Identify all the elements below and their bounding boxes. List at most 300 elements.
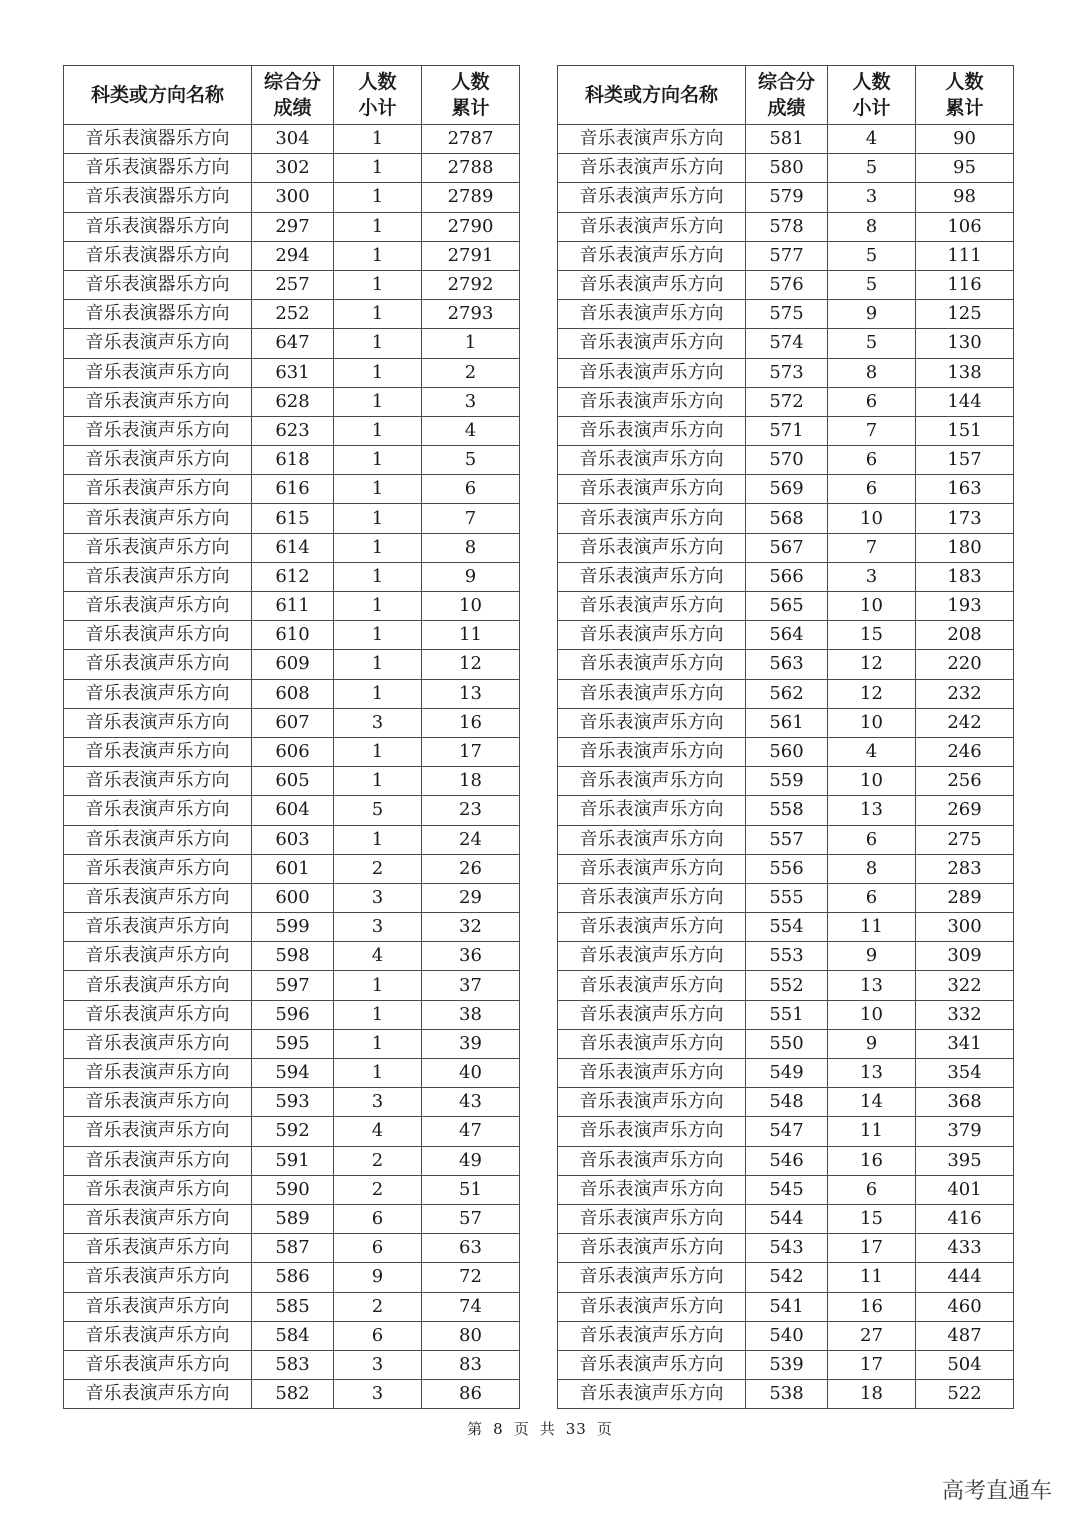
table-row: [64, 533, 520, 562]
table-row: [558, 650, 1014, 679]
cell-cumulative: 26: [422, 854, 520, 883]
cell-name: 音乐表演声乐方向: [64, 592, 252, 621]
table-body: [558, 125, 1014, 1409]
cell-score: 539: [746, 1350, 828, 1379]
cell-count: 10: [828, 767, 916, 796]
cell-count: 1: [334, 592, 422, 621]
cell-name: 音乐表演声乐方向: [64, 1029, 252, 1058]
cell-count: 3: [334, 1088, 422, 1117]
cell-count: 3: [334, 1380, 422, 1409]
table-row: [64, 913, 520, 942]
cell-score: 597: [252, 971, 334, 1000]
table-row: [558, 854, 1014, 883]
cell-score: 618: [252, 446, 334, 475]
cell-name: 音乐表演声乐方向: [558, 329, 746, 358]
cell-name: 音乐表演声乐方向: [64, 446, 252, 475]
cell-score: 571: [746, 416, 828, 445]
cell-score: 631: [252, 358, 334, 387]
cell-count: 2: [334, 1292, 422, 1321]
cell-count: 4: [828, 737, 916, 766]
cell-score: 563: [746, 650, 828, 679]
cell-count: 1: [334, 679, 422, 708]
cell-score: 584: [252, 1321, 334, 1350]
cell-count: 27: [828, 1321, 916, 1350]
cell-cumulative: 354: [916, 1059, 1014, 1088]
cell-count: 2: [334, 854, 422, 883]
cell-score: 540: [746, 1321, 828, 1350]
cell-count: 7: [828, 416, 916, 445]
cell-name: 音乐表演声乐方向: [558, 241, 746, 270]
cell-cumulative: 2790: [422, 212, 520, 241]
cell-count: 1: [334, 562, 422, 591]
cell-name: 音乐表演声乐方向: [64, 1292, 252, 1321]
cell-cumulative: 180: [916, 533, 1014, 562]
cell-score: 550: [746, 1029, 828, 1058]
cell-count: 11: [828, 1263, 916, 1292]
cell-cumulative: 98: [916, 183, 1014, 212]
cell-count: 1: [334, 825, 422, 854]
cell-name: 音乐表演声乐方向: [64, 1321, 252, 1350]
cell-name: 音乐表演声乐方向: [558, 971, 746, 1000]
cell-score: 598: [252, 942, 334, 971]
cell-name: 音乐表演声乐方向: [558, 1204, 746, 1233]
cell-score: 252: [252, 300, 334, 329]
cell-score: 567: [746, 533, 828, 562]
table-row: [558, 942, 1014, 971]
cell-count: 1: [334, 416, 422, 445]
cell-cumulative: 47: [422, 1117, 520, 1146]
cell-count: 7: [828, 533, 916, 562]
cell-name: 音乐表演器乐方向: [64, 241, 252, 270]
cell-name: 音乐表演声乐方向: [64, 416, 252, 445]
cell-count: 11: [828, 913, 916, 942]
header-name: 科类或方向名称: [558, 66, 746, 125]
cell-cumulative: 163: [916, 475, 1014, 504]
cell-score: 574: [746, 329, 828, 358]
cell-name: 音乐表演声乐方向: [558, 854, 746, 883]
cell-count: 11: [828, 1117, 916, 1146]
cell-score: 577: [746, 241, 828, 270]
table-row: [558, 1175, 1014, 1204]
table-row: [558, 387, 1014, 416]
table-row: [64, 1292, 520, 1321]
table-row: [64, 358, 520, 387]
cell-count: 1: [334, 475, 422, 504]
cell-name: 音乐表演声乐方向: [558, 154, 746, 183]
cell-score: 294: [252, 241, 334, 270]
cell-count: 3: [334, 1350, 422, 1379]
cell-name: 音乐表演声乐方向: [558, 125, 746, 154]
table-row: [558, 1350, 1014, 1379]
table-row: [558, 1263, 1014, 1292]
cell-cumulative: 8: [422, 533, 520, 562]
table-row: [64, 1234, 520, 1263]
table-row: [64, 1000, 520, 1029]
cell-count: 4: [334, 942, 422, 971]
cell-count: 9: [828, 942, 916, 971]
cell-score: 556: [746, 854, 828, 883]
header-count: 人数 小计: [828, 66, 916, 125]
cell-cumulative: 368: [916, 1088, 1014, 1117]
cell-count: 12: [828, 679, 916, 708]
table-row: [64, 1059, 520, 1088]
cell-name: 音乐表演声乐方向: [558, 679, 746, 708]
cell-name: 音乐表演声乐方向: [558, 1029, 746, 1058]
cell-count: 1: [334, 154, 422, 183]
cell-cumulative: 13: [422, 679, 520, 708]
cell-score: 623: [252, 416, 334, 445]
cell-count: 13: [828, 1059, 916, 1088]
table-row: [64, 883, 520, 912]
footer-suffix: 页: [596, 1420, 613, 1438]
cell-score: 593: [252, 1088, 334, 1117]
cell-name: 音乐表演声乐方向: [64, 562, 252, 591]
cell-cumulative: 401: [916, 1175, 1014, 1204]
cell-cumulative: 17: [422, 737, 520, 766]
cell-cumulative: 37: [422, 971, 520, 1000]
cell-name: 音乐表演声乐方向: [558, 504, 746, 533]
cell-name: 音乐表演声乐方向: [558, 212, 746, 241]
cell-score: 570: [746, 446, 828, 475]
cell-score: 544: [746, 1204, 828, 1233]
cell-name: 音乐表演声乐方向: [558, 592, 746, 621]
cell-score: 603: [252, 825, 334, 854]
cell-score: 561: [746, 708, 828, 737]
cell-score: 579: [746, 183, 828, 212]
table-row: [64, 1350, 520, 1379]
table-row: [558, 1146, 1014, 1175]
table-row: [558, 1234, 1014, 1263]
table-row: [64, 971, 520, 1000]
table-header: [64, 66, 520, 125]
cell-count: 10: [828, 708, 916, 737]
cell-name: 音乐表演声乐方向: [64, 650, 252, 679]
cell-cumulative: 144: [916, 387, 1014, 416]
table-row: [558, 708, 1014, 737]
table-row: [558, 971, 1014, 1000]
cell-cumulative: 90: [916, 125, 1014, 154]
cell-count: 1: [334, 737, 422, 766]
cell-name: 音乐表演声乐方向: [558, 1292, 746, 1321]
cell-score: 302: [252, 154, 334, 183]
table-row: [558, 1204, 1014, 1233]
table-row: [558, 913, 1014, 942]
cell-count: 5: [828, 270, 916, 299]
cell-name: 音乐表演声乐方向: [64, 913, 252, 942]
table-row: [64, 708, 520, 737]
cell-score: 607: [252, 708, 334, 737]
cell-count: 16: [828, 1292, 916, 1321]
header-count: 人数 小计: [334, 66, 422, 125]
table-row: [64, 1321, 520, 1350]
cell-count: 3: [334, 883, 422, 912]
cell-cumulative: 125: [916, 300, 1014, 329]
table-body: [64, 125, 520, 1409]
cell-score: 565: [746, 592, 828, 621]
cell-cumulative: 9: [422, 562, 520, 591]
cell-cumulative: 57: [422, 1204, 520, 1233]
cell-count: 1: [334, 621, 422, 650]
cell-cumulative: 38: [422, 1000, 520, 1029]
cell-score: 560: [746, 737, 828, 766]
cell-name: 音乐表演声乐方向: [64, 737, 252, 766]
cell-cumulative: 10: [422, 592, 520, 621]
cell-score: 564: [746, 621, 828, 650]
footer-page-word: 页: [513, 1420, 530, 1438]
cell-name: 音乐表演声乐方向: [558, 913, 746, 942]
cell-name: 音乐表演器乐方向: [64, 154, 252, 183]
table-header: [558, 66, 1014, 125]
cell-name: 音乐表演声乐方向: [558, 883, 746, 912]
cell-score: 257: [252, 270, 334, 299]
cell-count: 3: [828, 183, 916, 212]
table-row: [558, 1321, 1014, 1350]
cell-score: 586: [252, 1263, 334, 1292]
table-row: [64, 504, 520, 533]
table-row: [64, 1029, 520, 1058]
cell-score: 297: [252, 212, 334, 241]
table-row: [64, 854, 520, 883]
cell-name: 音乐表演声乐方向: [64, 796, 252, 825]
cell-cumulative: 283: [916, 854, 1014, 883]
cell-score: 612: [252, 562, 334, 591]
cell-cumulative: 4: [422, 416, 520, 445]
cell-cumulative: 173: [916, 504, 1014, 533]
cell-name: 音乐表演声乐方向: [64, 1234, 252, 1263]
cell-score: 555: [746, 883, 828, 912]
cell-count: 1: [334, 971, 422, 1000]
cell-cumulative: 39: [422, 1029, 520, 1058]
cell-cumulative: 86: [422, 1380, 520, 1409]
cell-name: 音乐表演声乐方向: [558, 1146, 746, 1175]
cell-count: 9: [828, 300, 916, 329]
cell-count: 6: [828, 1175, 916, 1204]
cell-score: 558: [746, 796, 828, 825]
cell-score: 543: [746, 1234, 828, 1263]
cell-name: 音乐表演声乐方向: [558, 1380, 746, 1409]
header-name: 科类或方向名称: [64, 66, 252, 125]
cell-name: 音乐表演声乐方向: [64, 1117, 252, 1146]
cell-cumulative: 32: [422, 913, 520, 942]
cell-name: 音乐表演声乐方向: [64, 621, 252, 650]
cell-score: 553: [746, 942, 828, 971]
cell-score: 599: [252, 913, 334, 942]
cell-name: 音乐表演声乐方向: [558, 533, 746, 562]
cell-cumulative: 95: [916, 154, 1014, 183]
cell-cumulative: 138: [916, 358, 1014, 387]
table-row: [64, 1088, 520, 1117]
cell-count: 6: [828, 475, 916, 504]
table-row: [64, 125, 520, 154]
table-row: [558, 767, 1014, 796]
cell-count: 4: [828, 125, 916, 154]
cell-cumulative: 72: [422, 1263, 520, 1292]
cell-score: 591: [252, 1146, 334, 1175]
cell-score: 585: [252, 1292, 334, 1321]
cell-cumulative: 300: [916, 913, 1014, 942]
cell-score: 576: [746, 270, 828, 299]
cell-count: 1: [334, 533, 422, 562]
cell-count: 10: [828, 504, 916, 533]
cell-count: 9: [334, 1263, 422, 1292]
cell-cumulative: 2788: [422, 154, 520, 183]
cell-cumulative: 269: [916, 796, 1014, 825]
header-cumulative: 人数 累计: [422, 66, 520, 125]
cell-cumulative: 232: [916, 679, 1014, 708]
cell-score: 551: [746, 1000, 828, 1029]
cell-name: 音乐表演声乐方向: [558, 942, 746, 971]
table-row: [558, 1380, 1014, 1409]
cell-cumulative: 36: [422, 942, 520, 971]
cell-name: 音乐表演声乐方向: [64, 533, 252, 562]
cell-name: 音乐表演声乐方向: [64, 767, 252, 796]
table-row: [558, 358, 1014, 387]
header-score: 综合分 成绩: [746, 66, 828, 125]
table-row: [64, 796, 520, 825]
cell-score: 647: [252, 329, 334, 358]
cell-count: 6: [828, 883, 916, 912]
cell-name: 音乐表演声乐方向: [64, 358, 252, 387]
table-row: [558, 1088, 1014, 1117]
cell-cumulative: 460: [916, 1292, 1014, 1321]
cell-cumulative: 23: [422, 796, 520, 825]
cell-name: 音乐表演声乐方向: [64, 329, 252, 358]
cell-name: 音乐表演声乐方向: [558, 446, 746, 475]
cell-cumulative: 341: [916, 1029, 1014, 1058]
cell-cumulative: 18: [422, 767, 520, 796]
cell-name: 音乐表演声乐方向: [558, 1263, 746, 1292]
cell-name: 音乐表演声乐方向: [64, 1088, 252, 1117]
table-row: [558, 825, 1014, 854]
table-row: [558, 504, 1014, 533]
cell-score: 601: [252, 854, 334, 883]
cell-name: 音乐表演声乐方向: [558, 708, 746, 737]
cell-name: 音乐表演声乐方向: [558, 300, 746, 329]
cell-count: 5: [828, 154, 916, 183]
cell-cumulative: 3: [422, 387, 520, 416]
cell-name: 音乐表演声乐方向: [558, 270, 746, 299]
cell-count: 8: [828, 212, 916, 241]
cell-count: 13: [828, 971, 916, 1000]
cell-name: 音乐表演器乐方向: [64, 212, 252, 241]
cell-count: 15: [828, 1204, 916, 1233]
cell-count: 1: [334, 358, 422, 387]
cell-score: 547: [746, 1117, 828, 1146]
cell-cumulative: 12: [422, 650, 520, 679]
cell-score: 573: [746, 358, 828, 387]
cell-score: 587: [252, 1234, 334, 1263]
footer-total-prefix: 共: [539, 1420, 556, 1438]
cell-cumulative: 522: [916, 1380, 1014, 1409]
table-row: [558, 154, 1014, 183]
table-row: [64, 621, 520, 650]
cell-count: 1: [334, 241, 422, 270]
cell-count: 6: [828, 825, 916, 854]
cell-score: 615: [252, 504, 334, 533]
cell-name: 音乐表演声乐方向: [558, 183, 746, 212]
table-row: [64, 387, 520, 416]
cell-score: 595: [252, 1029, 334, 1058]
table-row: [64, 825, 520, 854]
footer-prefix: 第: [467, 1420, 484, 1438]
cell-name: 音乐表演声乐方向: [64, 679, 252, 708]
cell-cumulative: 5: [422, 446, 520, 475]
table-row: [64, 737, 520, 766]
cell-name: 音乐表演声乐方向: [558, 737, 746, 766]
cell-cumulative: 433: [916, 1234, 1014, 1263]
table-row: [64, 183, 520, 212]
cell-name: 音乐表演声乐方向: [64, 825, 252, 854]
cell-count: 1: [334, 329, 422, 358]
cell-score: 594: [252, 1059, 334, 1088]
cell-name: 音乐表演声乐方向: [64, 1380, 252, 1409]
total-pages: 33: [565, 1420, 587, 1438]
cell-name: 音乐表演声乐方向: [64, 504, 252, 533]
cell-name: 音乐表演声乐方向: [64, 1000, 252, 1029]
cell-count: 8: [828, 358, 916, 387]
cell-score: 583: [252, 1350, 334, 1379]
table-row: [558, 183, 1014, 212]
cell-cumulative: 289: [916, 883, 1014, 912]
cell-count: 2: [334, 1175, 422, 1204]
table-row: [558, 241, 1014, 270]
table-row: [558, 1059, 1014, 1088]
cell-cumulative: 16: [422, 708, 520, 737]
cell-name: 音乐表演声乐方向: [558, 387, 746, 416]
table-row: [64, 446, 520, 475]
table-row: [64, 1175, 520, 1204]
table-row: [558, 446, 1014, 475]
table-row: [558, 1000, 1014, 1029]
cell-score: 304: [252, 125, 334, 154]
cell-count: 6: [334, 1204, 422, 1233]
cell-cumulative: 111: [916, 241, 1014, 270]
cell-count: 1: [334, 1000, 422, 1029]
cell-cumulative: 43: [422, 1088, 520, 1117]
cell-count: 6: [334, 1321, 422, 1350]
cell-count: 15: [828, 621, 916, 650]
table-row: [558, 329, 1014, 358]
cell-name: 音乐表演声乐方向: [558, 767, 746, 796]
table-row: [64, 1380, 520, 1409]
cell-score: 589: [252, 1204, 334, 1233]
cell-cumulative: 242: [916, 708, 1014, 737]
cell-name: 音乐表演声乐方向: [558, 1175, 746, 1204]
cell-score: 549: [746, 1059, 828, 1088]
cell-count: 8: [828, 854, 916, 883]
cell-count: 1: [334, 125, 422, 154]
cell-score: 552: [746, 971, 828, 1000]
cell-name: 音乐表演声乐方向: [558, 1117, 746, 1146]
cell-score: 542: [746, 1263, 828, 1292]
cell-cumulative: 2789: [422, 183, 520, 212]
table-row: [64, 679, 520, 708]
cell-count: 17: [828, 1350, 916, 1379]
cell-score: 611: [252, 592, 334, 621]
cell-count: 1: [334, 1059, 422, 1088]
cell-name: 音乐表演声乐方向: [64, 1146, 252, 1175]
cell-cumulative: 256: [916, 767, 1014, 796]
cell-cumulative: 220: [916, 650, 1014, 679]
cell-score: 546: [746, 1146, 828, 1175]
cell-score: 609: [252, 650, 334, 679]
table-row: [64, 767, 520, 796]
table-row: [558, 533, 1014, 562]
cell-name: 音乐表演声乐方向: [558, 1234, 746, 1263]
cell-name: 音乐表演声乐方向: [558, 796, 746, 825]
table-row: [558, 621, 1014, 650]
cell-count: 1: [334, 300, 422, 329]
